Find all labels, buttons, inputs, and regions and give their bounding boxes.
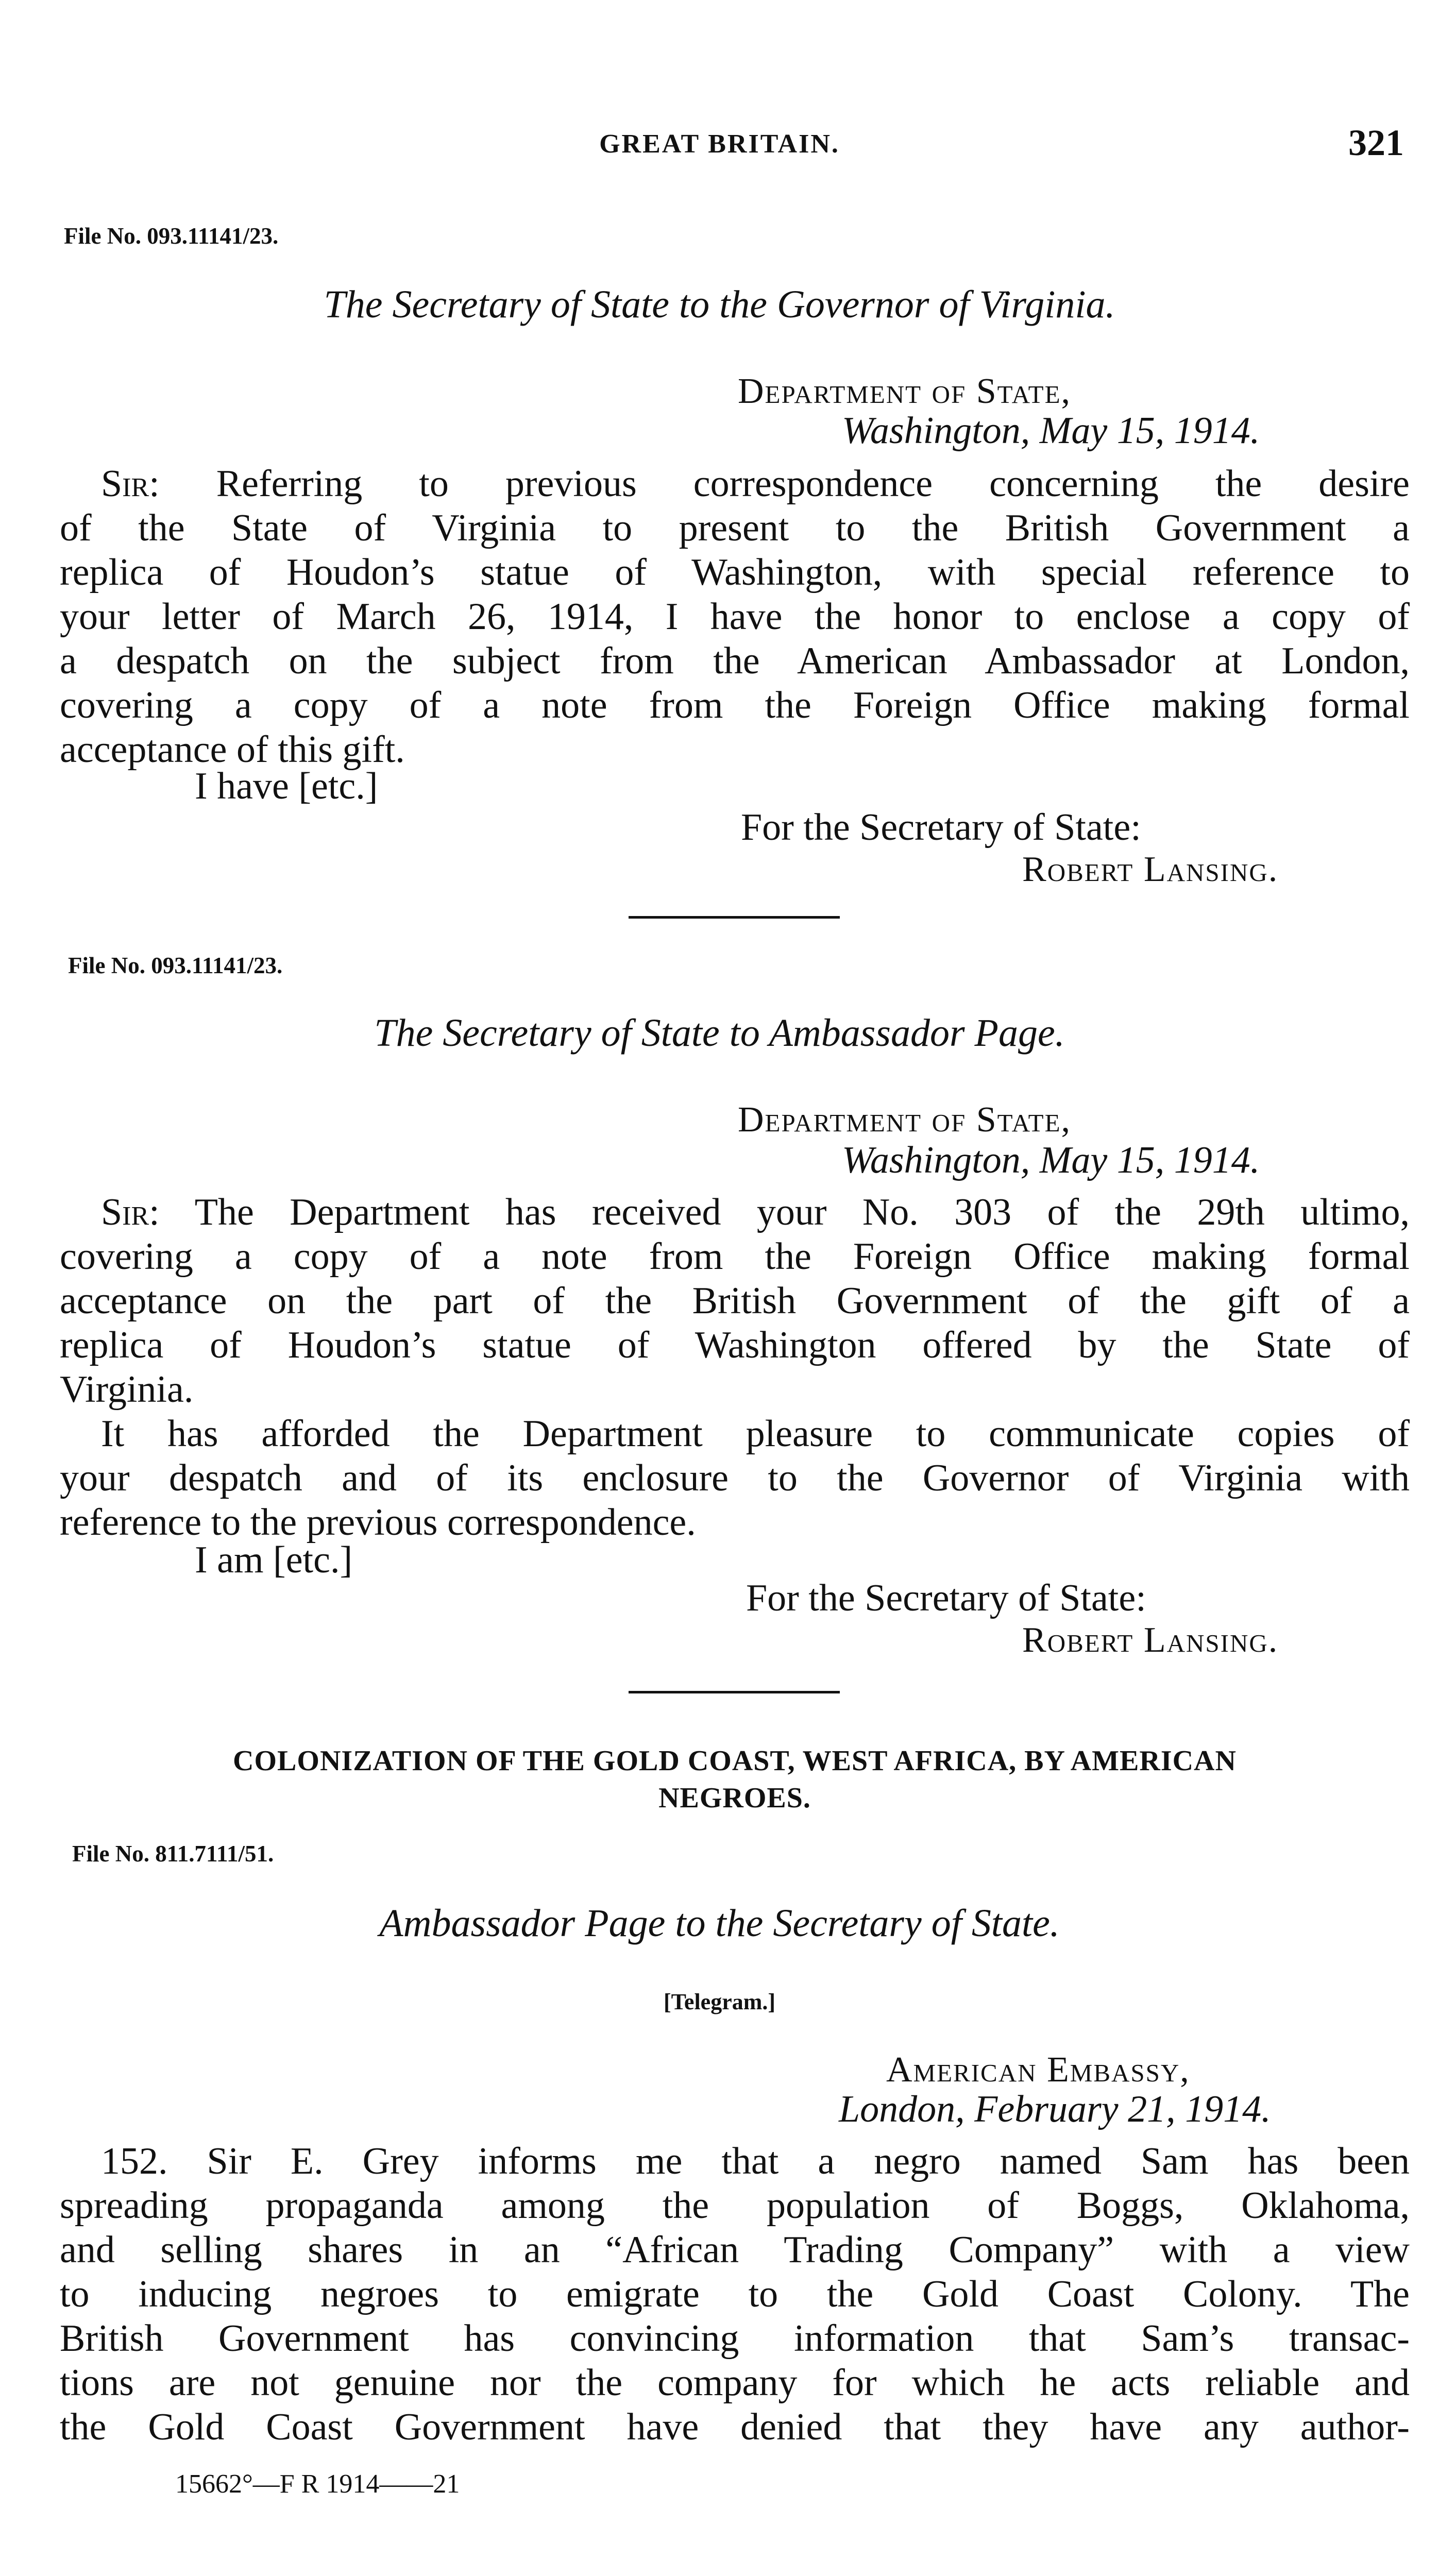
- letter-body-line: replica of Houdon’s statue of Washington, with special reference to: [60, 551, 1410, 594]
- telegram-body-line: spreading propaganda among the population of Boggs, Oklahoma,: [60, 2184, 1410, 2227]
- letter-body-line: It has afforded the Department pleasure to communicate copies of: [101, 1413, 1410, 1455]
- section-heading-line: COLONIZATION OF THE GOLD COAST, WEST AFRICA, BY AMERICAN: [233, 1745, 1237, 1777]
- embassy-line: American Embassy,: [886, 2050, 1190, 2090]
- letter-body-line: acceptance on the part of the British Government of the gift of a: [60, 1280, 1410, 1322]
- closing: I have [etc.]: [195, 765, 378, 807]
- letter-body-line: of the State of Virginia to present to the British Government a: [60, 507, 1410, 549]
- signer-name: Robert Lansing.: [1022, 1620, 1279, 1660]
- letter-body-line: replica of Houdon’s statue of Washington offered by the State of: [60, 1324, 1410, 1366]
- letter-body-line: a despatch on the subject from the American Ambassador at London,: [60, 640, 1410, 682]
- letter-body-line: Sir: The Department has received your No. 303 of the 29th ultimo,: [101, 1191, 1410, 1233]
- section-divider: [629, 1691, 840, 1693]
- telegram-note: [Telegram.]: [663, 1989, 776, 2014]
- for-secretary-line: For the Secretary of State:: [741, 806, 1141, 849]
- section-heading-line: NEGROES.: [658, 1782, 811, 1814]
- letter-body-line: reference to the previous correspondence.: [60, 1501, 696, 1544]
- dateline: London, February 21, 1914.: [839, 2088, 1271, 2130]
- letter-title: The Secretary of State to Ambassador Page.: [374, 1011, 1065, 1055]
- for-secretary-line: For the Secretary of State:: [746, 1577, 1146, 1619]
- department-line: Department of State,: [738, 1100, 1072, 1140]
- letter-body-line: your letter of March 26, 1914, I have the honor to enclose a copy of: [60, 596, 1410, 638]
- telegram-body-line: to inducing negroes to emigrate to the Gold Coast Colony. The: [60, 2273, 1410, 2315]
- closing: I am [etc.]: [195, 1539, 353, 1581]
- section-heading: [60, 1742, 1410, 1817]
- section-divider: [629, 916, 840, 919]
- letter-title: The Secretary of State to the Governor of Virginia.: [324, 283, 1115, 326]
- telegram-body-line: the Gold Coast Government have denied that they have any author-: [60, 2406, 1410, 2448]
- letter-body-line: Virginia.: [60, 1368, 194, 1411]
- letter-title: Ambassador Page to the Secretary of State.: [379, 1902, 1060, 1945]
- dateline: Washington, May 15, 1914.: [842, 410, 1260, 452]
- signature-mark: 15662°—F R 1914——21: [175, 2469, 460, 2499]
- file-number: File No. 093.11141/23.: [68, 953, 283, 978]
- telegram-body-line: and selling shares in an “African Trading Company” with a view: [60, 2229, 1410, 2271]
- letter-body-line: acceptance of this gift.: [60, 728, 405, 771]
- letter-body-line: covering a copy of a note from the Foreign Office making formal: [60, 1235, 1410, 1278]
- signer-name: Robert Lansing.: [1022, 850, 1279, 889]
- telegram-body-line: British Government has convincing information that Sam’s transac-: [60, 2317, 1410, 2360]
- file-number: File No. 811.7111/51.: [72, 1841, 274, 1867]
- running-title: GREAT BRITAIN.: [599, 129, 840, 159]
- dateline: Washington, May 15, 1914.: [842, 1139, 1260, 1181]
- salutation: Sir:: [101, 1191, 160, 1233]
- salutation: Sir:: [101, 463, 160, 505]
- telegram-body-line: 152. Sir E. Grey informs me that a negro named Sam has been: [101, 2140, 1410, 2182]
- letter-body-line: covering a copy of a note from the Foreign Office making formal: [60, 684, 1410, 726]
- page-number: 321: [1348, 122, 1404, 163]
- department-line: Department of State,: [738, 371, 1072, 411]
- letter-body-line: Sir: Referring to previous correspondence concerning the desire: [101, 463, 1410, 505]
- telegram-body-line: tions are not genuine nor the company for which he acts reliable and: [60, 2362, 1410, 2404]
- file-number: File No. 093.11141/23.: [64, 223, 279, 249]
- letter-body-line: your despatch and of its enclosure to the Governor of Virginia with: [60, 1457, 1410, 1499]
